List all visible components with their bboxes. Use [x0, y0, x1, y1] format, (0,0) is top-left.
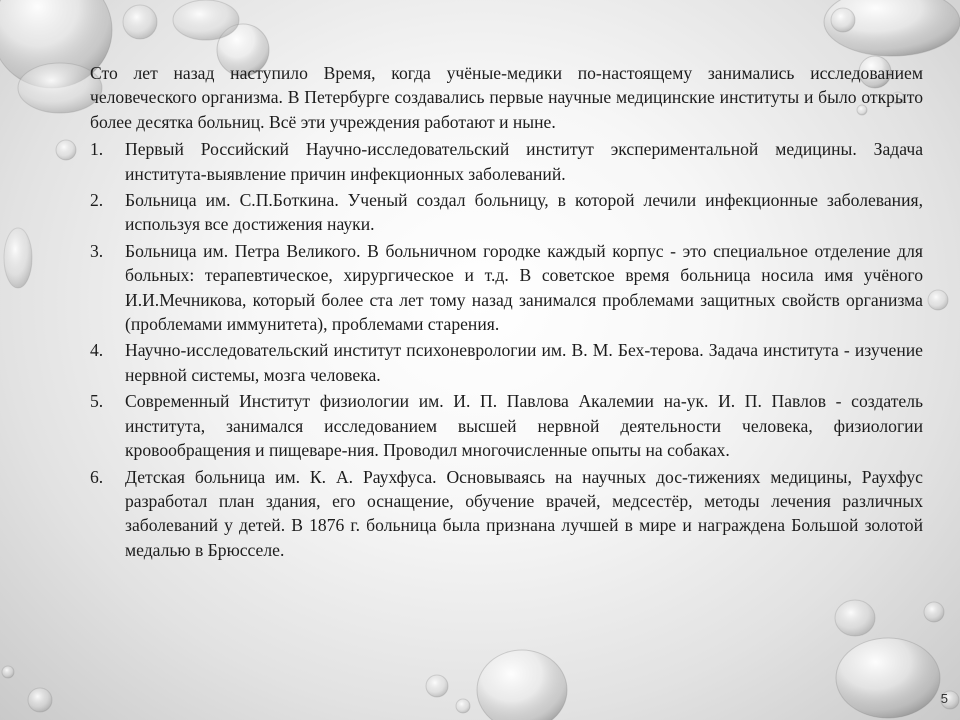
list-item-number: 4.	[90, 340, 104, 361]
list-item	[90, 239, 923, 337]
list-item-number: 1.	[90, 139, 104, 160]
list-item-number: 2.	[90, 190, 104, 211]
list-item	[90, 338, 923, 387]
list-item-text: Современный Институт физиологии им. И. П. Павлова Акалемии на-ук. И. П. Павлов - создатель института, занимался исследованием высшей нервной деятельности человека, физиологии кровообращения и пищеваре-ния. Проводил многочисленные опыты на собаках.	[125, 391, 923, 461]
institutions-list	[90, 137, 923, 562]
list-item-text: Научно-исследовательский институт психоневрологии им. В. М. Бех-терова. Задача института - изучение нервной системы, мозга человека.	[125, 340, 923, 385]
list-item-text: Первый Российский Научно-исследовательский институт экспериментальной медицины. Задача института-выявление причин инфекционных заболеваний.	[125, 139, 923, 184]
list-item	[90, 137, 923, 186]
list-item-text: Больница им. Петра Великого. В больничном городке каждый корпус - это специальное отделение для больных: терапевтическое, хирургическое и т.д. В советское время больница носила имя учёного И.И.Мечникова, который более ста лет тому назад занимался проблемами защитных свойств организма (проблемами иммунитета), проблемами старения.	[125, 240, 923, 335]
list-item-number: 5.	[90, 391, 104, 412]
list-item	[90, 389, 923, 462]
list-item-text: Детская больница им. К. А. Раухфуса. Основываясь на научных дос-тижениях медицины, Раухфус разработал план здания, его оснащение, обучение врачей, медсестёр, методы лечения различных заболеваний у детей. В 1876 г. больница была признана лучшей в мире и награждена Большой золотой медалью в Брюсселе.	[125, 466, 923, 560]
list-item-text: Больница им. С.П.Боткина. Ученый создал больницу, в которой лечили инфекционные заболевания, используя все достижения науки.	[125, 190, 923, 235]
intro-paragraph: Сто лет назад наступило Время, когда учёные-медики по-настоящему занимались исследованием человеческого организма. В Петербурге создавались первые научные медицинские институты и было открыто более десятка больниц. Всё эти учреждения работают и ныне.	[90, 63, 923, 132]
slide-body	[90, 61, 923, 564]
list-item	[90, 465, 923, 563]
list-item	[90, 188, 923, 237]
page-number: 5	[940, 691, 948, 706]
list-item-number: 6.	[90, 466, 104, 487]
list-item-number: 3.	[90, 240, 104, 261]
